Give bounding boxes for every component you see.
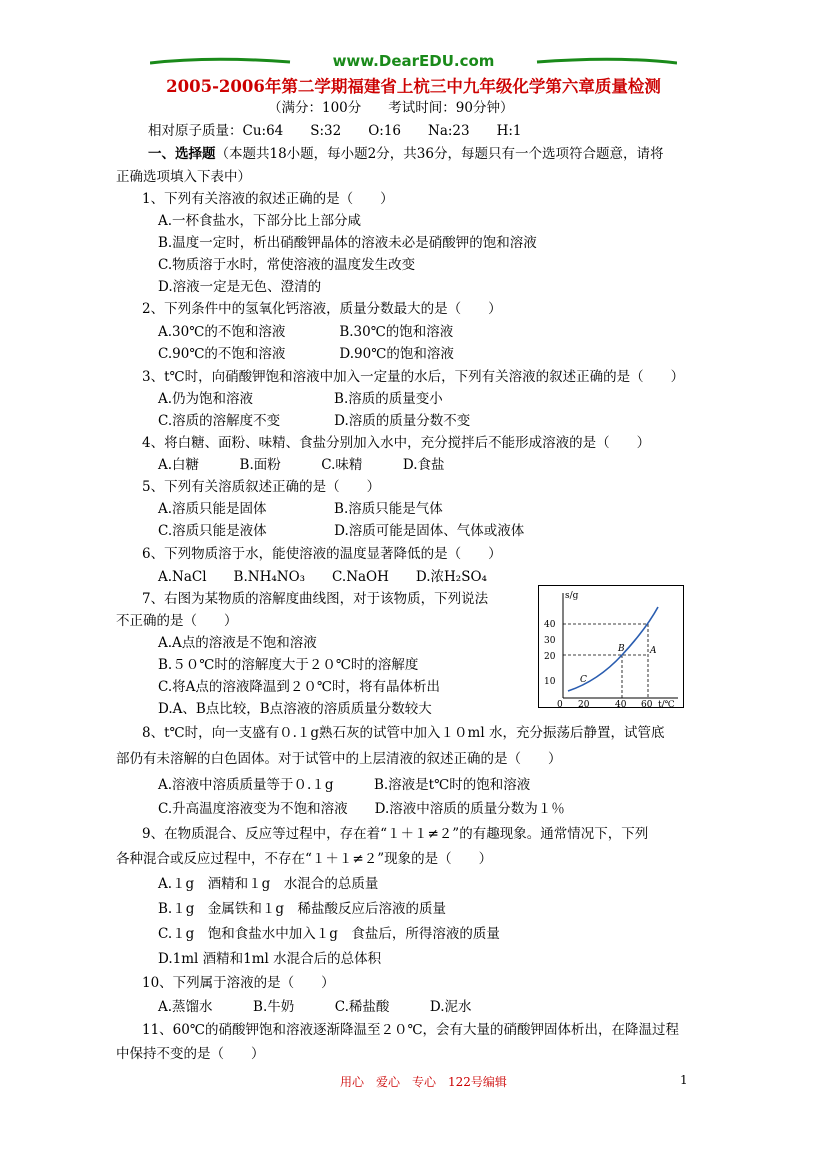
question-line: 2、下列条件中的氢氧化钙溶液，质量分数最大的是（ ） (142, 301, 502, 317)
question-line: 5、下列有关溶质叙述正确的是（ ） (142, 479, 381, 495)
option-line: C.溶质只能是液体 D.溶质可能是固体、气体或液体 (158, 523, 525, 539)
y-tick: 10 (544, 677, 556, 687)
question-line-cont: 中保持不变的是（ ） (116, 1046, 265, 1062)
option-line: A.一杯食盐水，下部分比上部分咸 (158, 213, 362, 229)
question-line: 1、下列有关溶液的叙述正确的是（ ） (142, 191, 394, 207)
option-line: C.１g 饱和食盐水中加入１g 食盐后，所得溶液的质量 (158, 926, 500, 942)
solubility-curve-figure (538, 585, 684, 708)
option-line: D.1ml 酒精和1ml 水混合后的总体积 (158, 951, 382, 967)
question-line-cont: 部仍有未溶解的白色固体。对于试管中的上层清液的叙述正确的是（ ） (116, 751, 562, 767)
x-tick: 20 (578, 700, 590, 708)
page-number: 1 (680, 1073, 688, 1087)
option-line: B.５０℃时的溶解度大于２０℃时的溶解度 (158, 657, 419, 673)
question-line: 8、t℃时，向一支盛有０.１g熟石灰的试管中加入１０ml 水，充分振荡后静置，试管底 (142, 725, 665, 741)
question-line: 4、将白糖、面粉、味精、食盐分别加入水中，充分搅拌后不能形成溶液的是（ ） (142, 435, 651, 451)
y-tick: 30 (544, 636, 556, 646)
page-title: 2005-2006年第二学期福建省上杭三中九年级化学第六章质量检测 (166, 77, 661, 96)
option-line: B.１g 金属铁和１g 稀盐酸反应后溶液的质量 (158, 901, 446, 917)
y-tick: 40 (544, 620, 556, 630)
option-line: C.将A点的溶液降温到２０℃时，将有晶体析出 (158, 679, 440, 695)
point-label: B (618, 644, 625, 654)
y-tick: 20 (544, 652, 556, 662)
option-line: A.30℃的不饱和溶液 B.30℃的饱和溶液 (158, 324, 454, 340)
option-line: A.溶质只能是固体 B.溶质只能是气体 (158, 501, 443, 517)
option-line: D.A、B点比较，B点溶液的溶质质量分数较大 (158, 701, 432, 717)
section-note-cont: 正确选项填入下表中） (116, 169, 251, 185)
solubility-graph (538, 585, 684, 708)
option-line: C.升高温度溶液变为不饱和溶液 D.溶液中溶质的质量分数为１％ (158, 801, 565, 817)
x-tick: t/℃ (658, 700, 675, 708)
x-tick: 40 (615, 700, 627, 708)
question-line: 10、下列属于溶液的是（ ） (142, 975, 335, 991)
question-line: 11、60℃的硝酸钾饱和溶液逐渐降温至２０℃，会有大量的硝酸钾固体析出，在降温过程 (142, 1022, 680, 1038)
footer-text: 用心 爱心 专心 122号编辑 (340, 1075, 507, 1089)
section-heading (148, 145, 663, 163)
section-note: （本题共18小题，每小题2分，共36分，每题只有一个选项符合题意，请将 (215, 146, 664, 162)
option-line: C.90℃的不饱和溶液 D.90℃的饱和溶液 (158, 346, 454, 362)
option-line: A.白糖 B.面粉 C.味精 D.食盐 (158, 457, 445, 473)
point-label: A (650, 646, 657, 656)
option-line: A.蒸馏水 B.牛奶 C.稀盐酸 D.泥水 (158, 999, 472, 1015)
question-line: 6、下列物质溶于水，能使溶液的温度显著降低的是（ ） (142, 546, 502, 562)
question-line: 7、右图为某物质的溶解度曲线图，对于该物质，下列说法 (142, 591, 489, 607)
option-line: B.温度一定时，析出硝酸钾晶体的溶液未必是硝酸钾的饱和溶液 (158, 235, 537, 251)
option-line: A.仍为饱和溶液 B.溶质的质量变小 (158, 391, 443, 407)
exam-info: （满分：100分 考试时间：90分钟） (268, 100, 514, 116)
section-title: 一、选择题 (148, 146, 216, 162)
option-line: A.１g 酒精和１g 水混合的总质量 (158, 876, 379, 892)
site-url[interactable]: www.DearEDU.com (332, 52, 495, 70)
atomic-mass: 相对原子质量：Cu:64 S:32 O:16 Na:23 H:1 (148, 123, 522, 139)
x-tick: 60 (641, 700, 653, 708)
option-line: D.溶液一定是无色、澄清的 (158, 279, 322, 295)
question-line: 3、t℃时，向硝酸钾饱和溶液中加入一定量的水后，下列有关溶液的叙述正确的是（ ） (142, 369, 685, 385)
option-line: A.溶液中溶质质量等于０.１g B.溶液是t℃时的饱和溶液 (158, 777, 531, 793)
option-line: A.A点的溶液是不饱和溶液 (158, 635, 317, 651)
question-line: 9、在物质混合、反应等过程中，存在着“１＋１≠２”的有趣现象。通常情况下，下列 (142, 826, 649, 842)
question-line-cont: 各种混合或反应过程中，不存在“１＋１≠２”现象的是（ ） (116, 851, 493, 867)
option-line: C.物质溶于水时，常使溶液的温度发生改变 (158, 257, 416, 273)
x-tick: 0 (557, 700, 563, 708)
question-line-cont: 不正确的是（ ） (116, 613, 238, 629)
y-axis-label: s/g (565, 591, 579, 601)
option-line: A.NaCl B.NH₄NO₃ C.NaOH D.浓H₂SO₄ (158, 569, 487, 585)
point-label: C (580, 675, 587, 685)
option-line: C.溶质的溶解度不变 D.溶质的质量分数不变 (158, 413, 471, 429)
